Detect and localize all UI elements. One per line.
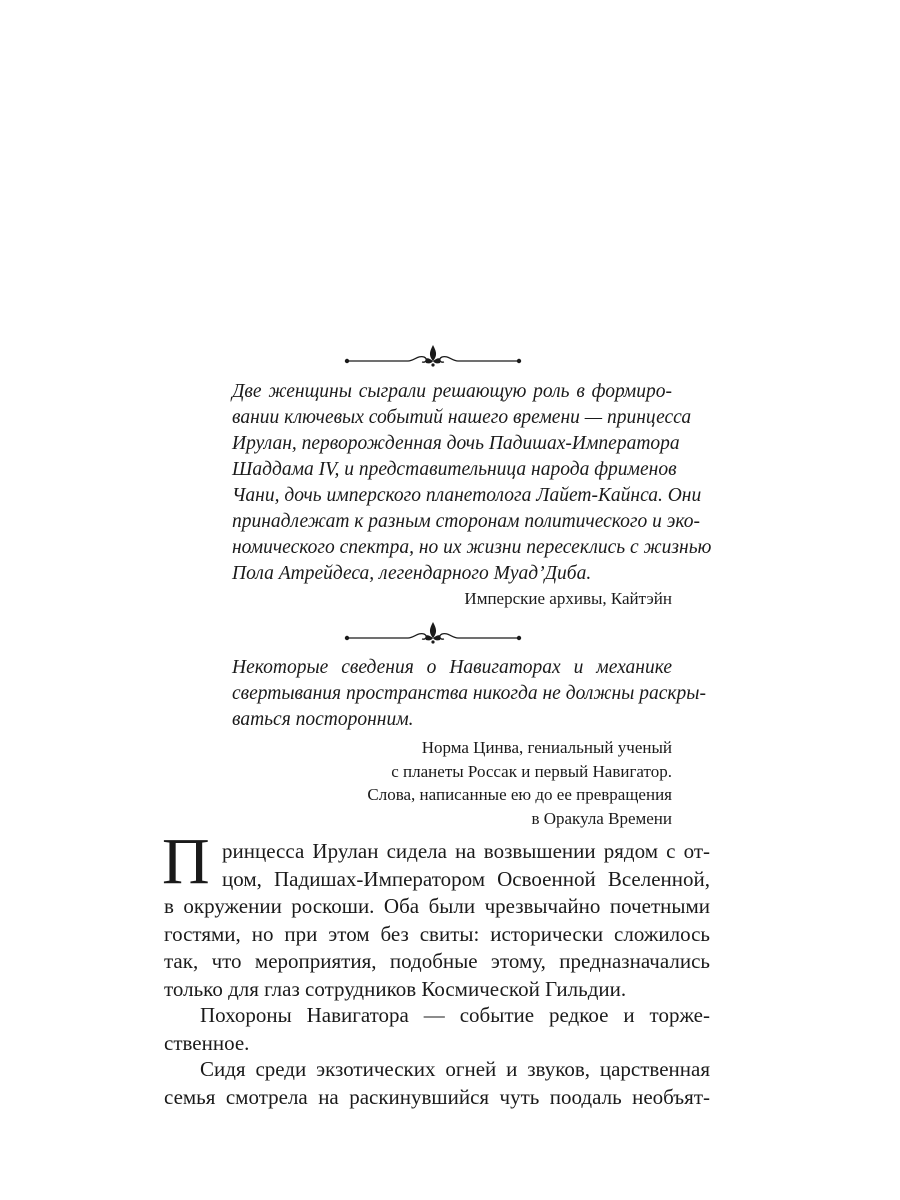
body-line: Сидя среди экзотических огней и звуков, царственная bbox=[200, 1057, 710, 1081]
epigraph-line: Ирулан, перворожденная дочь Падишах-Императора bbox=[232, 433, 680, 454]
body-line: семья смотрела на раскинувшийся чуть поодаль необъят- bbox=[164, 1084, 710, 1109]
ornament-divider-middle bbox=[344, 620, 522, 646]
body-paragraph-1 bbox=[164, 838, 710, 1003]
body-line: ринцесса Ирулан сидела на возвышении рядом с от- bbox=[222, 839, 710, 863]
attribution-line: Имперские архивы, Кайтэйн bbox=[464, 589, 672, 608]
epigraph-line: принадлежат к разным сторонам политического и эко- bbox=[232, 511, 700, 532]
body-line: цом, Падишах-Императором Освоенной Вселенной, bbox=[222, 866, 710, 891]
epigraph-line: вании ключевых событий нашего времени — принцесса bbox=[232, 407, 692, 428]
body-line: Похороны Навигатора — событие редкое и торже- bbox=[200, 1003, 710, 1027]
attribution-line: с планеты Россак и первый Навигатор. bbox=[391, 761, 672, 781]
epigraph-line: Две женщины сыграли решающую роль в формиро- bbox=[232, 381, 672, 402]
epigraph-line: Пола Атрейдеса, легендарного Муад’Диба. bbox=[232, 563, 592, 584]
drop-cap: П bbox=[162, 825, 210, 898]
body-paragraph-2 bbox=[164, 1002, 710, 1057]
epigraph-line: ваться посторонним. bbox=[232, 709, 414, 730]
epigraph-line: Шаддама IV, и представительница народа фрименов bbox=[232, 459, 677, 480]
body-paragraph-3 bbox=[164, 1056, 710, 1111]
attribution-line: Слова, написанные ею до ее превращения bbox=[367, 785, 672, 804]
epigraph-second-attribution bbox=[367, 736, 672, 830]
fleuron-divider-icon bbox=[344, 620, 522, 646]
epigraph-second bbox=[232, 655, 706, 733]
fleuron-divider-icon bbox=[344, 343, 522, 369]
body-line: только для глаз сотрудников Космической Гильдии. bbox=[164, 976, 627, 1001]
epigraph-first bbox=[232, 379, 712, 587]
epigraph-line: номического спектра, но их жизни пересеклись с жизнью bbox=[232, 537, 712, 558]
body-line: гостями, но при этом без свиты: исторически сложилось bbox=[164, 921, 710, 946]
ornament-divider-top bbox=[344, 343, 522, 369]
epigraph-line: Некоторые сведения о Навигаторах и механике bbox=[232, 657, 672, 678]
body-line: так, что мероприятия, подобные этому, предназначались bbox=[164, 949, 710, 973]
epigraph-first-attribution bbox=[464, 587, 672, 611]
body-line: в окружении роскоши. Оба были чрезвычайно почетными bbox=[164, 894, 710, 918]
epigraph-line: Чани, дочь имперского планетолога Лайет-Кайнса. Они bbox=[232, 485, 702, 506]
body-line: ственное. bbox=[164, 1030, 250, 1055]
attribution-line: Норма Цинва, гениальный ученый bbox=[421, 738, 672, 757]
attribution-line: в Оракула Времени bbox=[531, 808, 672, 828]
epigraph-line: свертывания пространства никогда не должны раскры- bbox=[232, 683, 706, 704]
